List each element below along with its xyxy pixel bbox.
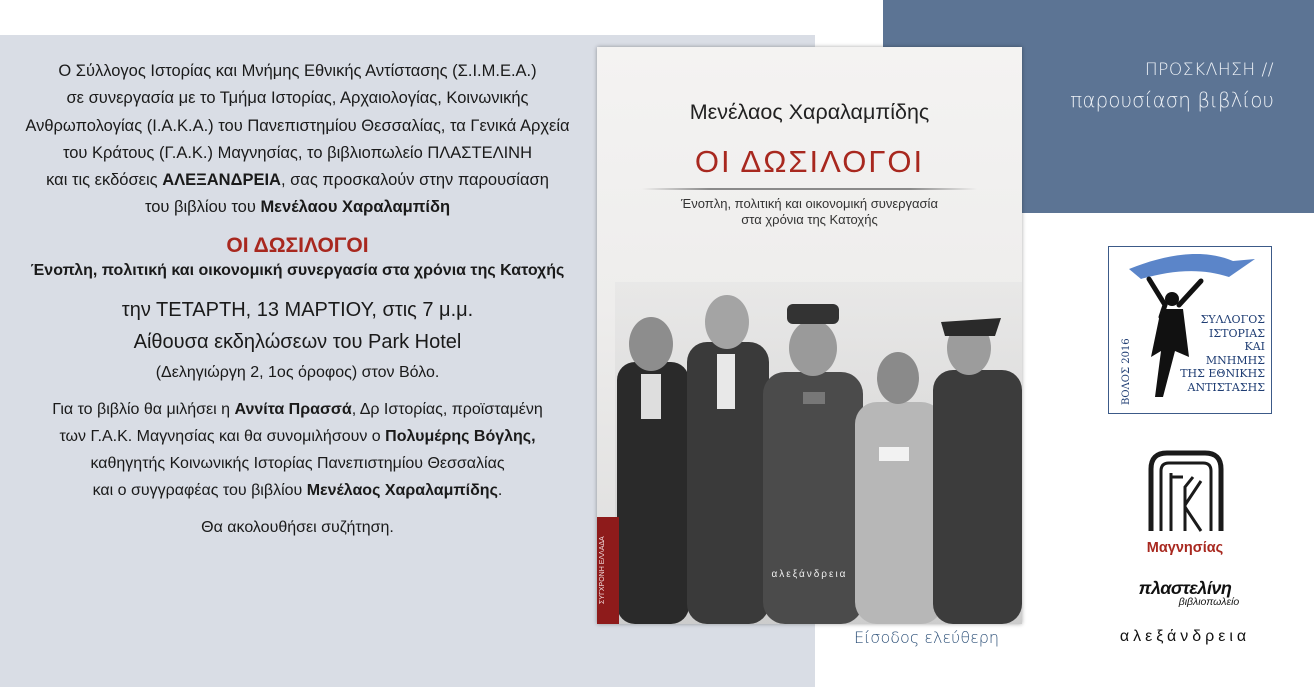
cover-author: Μενέλαος Χαραλαμπίδης <box>689 100 930 124</box>
book-cover <box>597 47 1022 624</box>
gak-logo-label: Μαγνησίας <box>1146 540 1224 556</box>
invitation-header <box>1070 55 1274 115</box>
gak-logo-icon <box>1145 447 1227 535</box>
event-address: (Δεληγιώργη 2, 1ος όροφος) στον Βόλο. <box>155 363 440 381</box>
alexandreia-logo: αλεξάνδρεια <box>1119 628 1251 645</box>
invite-line-3: Ανθρωπολογίας (Ι.Α.Κ.Α.) του Πανεπιστημίου Θεσσαλίας, τα Γενικά Αρχεία <box>25 116 570 135</box>
simea-logo <box>1108 246 1272 414</box>
event-date: την ΤΕΤΑΡΤΗ, 13 ΜΑΡΤΙΟΥ, στις 7 μ.μ. <box>121 298 474 321</box>
event-venue: Αίθουσα εκδηλώσεων του Park Hotel <box>133 330 462 353</box>
speakers-text <box>20 396 575 504</box>
invite-line-6: του βιβλίου του Μενέλαου Χαραλαμπίδη <box>144 198 451 217</box>
cover-subtitle: Ένοπλη, πολιτική και οικονομική συνεργασία στα χρόνια της Κατοχής <box>681 196 938 227</box>
speakers-line-1: Για το βιβλίο θα μιλήσει η Αννίτα Πρασσά, Δρ Ιστορίας, προϊσταμένη <box>52 400 543 418</box>
invite-line-1: Ο Σύλλογος Ιστορίας και Μνήμης Εθνικής Αντίστασης (Σ.Ι.Μ.Ε.Α.) <box>58 62 537 80</box>
cover-title: ΟΙ ΔΩΣΙΛΟΓΟΙ <box>694 144 925 179</box>
header-line-invitation: ΠΡΟΣΚΛΗΣΗ // <box>1144 60 1274 80</box>
cover-publisher: αλεξάνδρεια <box>771 569 848 580</box>
speakers-line-3: καθηγητής Κοινωνικής Ιστορίας Πανεπιστημίου Θεσσαλίας <box>90 454 505 472</box>
book-subtitle: Ένοπλη, πολιτική και οικονομική συνεργασία στα χρόνια της Κατοχής <box>30 261 565 279</box>
speakers-line-4: και ο συγγραφέας του βιβλίου Μενέλαος Χαραλαμπίδης. <box>92 481 503 499</box>
plastelini-logo: πλαστελίνη βιβλιοπωλείο <box>1138 578 1240 608</box>
free-entry-note: Είσοδος ελεύθερη <box>854 628 1000 647</box>
book-title: ΟΙ ΔΩΣΙΛΟΓΟΙ <box>226 233 369 257</box>
speakers-line-2: των Γ.Α.Κ. Μαγνησίας και θα συνομιλήσουν ο Πολυμέρης Βόγλης, <box>59 427 536 445</box>
simea-logo-text: ΣΥΛΛΟΓΟΣ ΙΣΤΟΡΙΑΣ ΚΑΙ ΜΝΗΜΗΣ ΤΗΣ ΕΘΝΙΚΗΣ ΑΝΤΙΣΤΑΣΗΣ <box>1180 313 1265 394</box>
invite-line-4: του Κράτους (Γ.Α.Κ.) Μαγνησίας, το βιβλιοπωλείο ΠΛΑΣΤΕΛΙΝΗ <box>62 143 533 162</box>
invite-line-2: σε συνεργασία με το Τμήμα Ιστορίας, Αρχαιολογίας, Κοινωνικής <box>66 89 529 108</box>
invite-line-5: και τις εκδόσεις ΑΛΕΞΑΝΔΡΕΙΑ, σας προσκαλούν στην παρουσίαση <box>46 171 549 190</box>
cover-series-label: ΣΥΓΧΡΟΝΗ ΕΛΛΑΔΑ <box>599 536 606 605</box>
svg-text:ΒΟΛΟΣ 2016: ΒΟΛΟΣ 2016 <box>1121 338 1132 405</box>
cover-divider <box>642 188 977 190</box>
header-line-presentation: παρουσίαση βιβλίου <box>1070 88 1274 112</box>
discussion-note: Θα ακολουθήσει συζήτηση. <box>201 518 394 536</box>
invitation-text <box>20 58 575 541</box>
